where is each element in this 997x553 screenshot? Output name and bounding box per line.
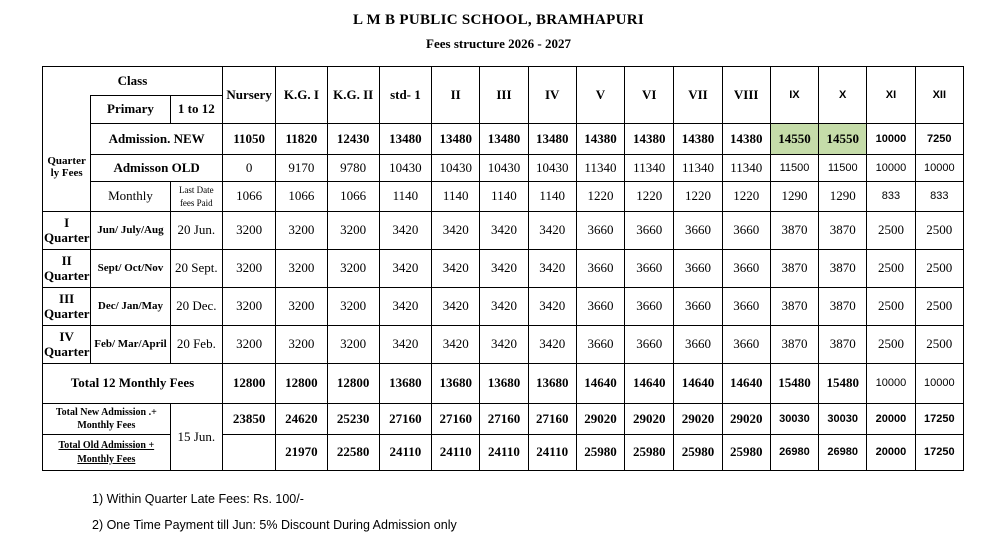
- quarter-fee-cell: 3420: [480, 212, 528, 250]
- monthly-cell: 1220: [674, 182, 722, 212]
- class-header: std- 1: [379, 67, 431, 124]
- admission-new-cell: 13480: [379, 124, 431, 155]
- quarter-fee-cell: 2500: [867, 250, 915, 288]
- quarter-fee-cell: 3200: [327, 288, 379, 326]
- total-new-cell: 27160: [432, 404, 480, 435]
- monthly-cell: 1066: [327, 182, 379, 212]
- admission-new-cell: 14380: [576, 124, 624, 155]
- quarter-fee-cell: 3660: [722, 250, 770, 288]
- quarter-fee-cell: 3660: [722, 288, 770, 326]
- last-date-label: Last Date fees Paid: [170, 182, 222, 212]
- quarter-fee-cell: 3200: [222, 288, 275, 326]
- admission-old-cell: 10000: [867, 155, 915, 182]
- total-new-cell: 30030: [819, 404, 867, 435]
- admission-old-cell: 9170: [276, 155, 327, 182]
- quarter-fee-cell: 3660: [722, 212, 770, 250]
- total-monthly-cell: 10000: [915, 364, 963, 404]
- total-old-cell: 24110: [432, 435, 480, 471]
- total-old-cell: [222, 435, 275, 471]
- monthly-cell: 1290: [819, 182, 867, 212]
- quarter-last-date: 20 Sept.: [170, 250, 222, 288]
- total-monthly-cell: 14640: [576, 364, 624, 404]
- admission-new-cell: 14380: [674, 124, 722, 155]
- quarter-last-date: 20 Feb.: [170, 326, 222, 364]
- quarter-fee-cell: 3420: [528, 250, 576, 288]
- admission-old-label: Admisson OLD: [91, 155, 223, 182]
- class-header: III: [480, 67, 528, 124]
- admission-old-cell: 11340: [576, 155, 624, 182]
- monthly-cell: 1220: [576, 182, 624, 212]
- monthly-cell: 1290: [770, 182, 818, 212]
- monthly-cell: 1140: [379, 182, 431, 212]
- total-old-cell: 25980: [576, 435, 624, 471]
- quarter-fee-cell: 3420: [528, 326, 576, 364]
- admission-new-cell: 7250: [915, 124, 963, 155]
- quarter-fee-cell: 3420: [480, 288, 528, 326]
- total-new-cell: 23850: [222, 404, 275, 435]
- admission-new-row: [43, 124, 964, 155]
- school-title: L M B PUBLIC SCHOOL, BRAMHAPURI: [353, 12, 644, 28]
- admission-old-cell: 9780: [327, 155, 379, 182]
- quarter-fee-cell: 3420: [379, 326, 431, 364]
- quarter-fee-cell: 3660: [576, 288, 624, 326]
- total-old-cell: 17250: [915, 435, 963, 471]
- due-date-cell: 15 Jun.: [170, 404, 222, 471]
- quarter-fee-cell: 3870: [770, 326, 818, 364]
- total-old-cell: 26980: [819, 435, 867, 471]
- total-monthly-label: Total 12 Monthly Fees: [43, 364, 223, 404]
- quarter-fee-cell: 3660: [722, 326, 770, 364]
- quarter-fee-cell: 3870: [770, 212, 818, 250]
- class-header: IV: [528, 67, 576, 124]
- quarter-fee-cell: 3200: [276, 288, 327, 326]
- total-monthly-cell: 13680: [480, 364, 528, 404]
- quarter-fee-cell: 3660: [625, 250, 674, 288]
- total-monthly-cell: 12800: [222, 364, 275, 404]
- admission-old-cell: 11340: [625, 155, 674, 182]
- quarter-last-date: 20 Dec.: [170, 288, 222, 326]
- admission-new-cell: 13480: [432, 124, 480, 155]
- total-old-cell: 25980: [722, 435, 770, 471]
- quarter-fee-cell: 3420: [528, 288, 576, 326]
- total-old-cell: 24110: [480, 435, 528, 471]
- total-monthly-cell: 15480: [819, 364, 867, 404]
- admission-old-cell: 10430: [432, 155, 480, 182]
- admission-old-cell: 11340: [674, 155, 722, 182]
- monthly-cell: 1140: [528, 182, 576, 212]
- total-old-cell: 22580: [327, 435, 379, 471]
- total-monthly-cell: 10000: [867, 364, 915, 404]
- total-new-cell: 29020: [674, 404, 722, 435]
- quarter-fee-cell: 2500: [915, 288, 963, 326]
- note-late-fees: 1) Within Quarter Late Fees: Rs. 100/-: [92, 492, 304, 506]
- quarter-fee-cell: 2500: [915, 326, 963, 364]
- class-header: II: [432, 67, 480, 124]
- quarter-name: II Quarter: [43, 250, 91, 288]
- monthly-cell: 833: [915, 182, 963, 212]
- quarter-name: III Quarter: [43, 288, 91, 326]
- fees-subtitle: Fees structure 2026 - 2027: [426, 36, 571, 51]
- monthly-row: [43, 182, 964, 212]
- quarter-fee-cell: 3200: [276, 212, 327, 250]
- quarter-row: [43, 250, 964, 288]
- admission-new-cell: 10000: [867, 124, 915, 155]
- total-new-cell: 29020: [576, 404, 624, 435]
- admission-new-cell: 14380: [625, 124, 674, 155]
- total-monthly-cell: 14640: [625, 364, 674, 404]
- admission-old-cell: 10430: [480, 155, 528, 182]
- quarter-name: IV Quarter: [43, 326, 91, 364]
- quarter-fee-cell: 2500: [915, 212, 963, 250]
- quarter-fee-cell: 3200: [327, 212, 379, 250]
- admission-new-cell: 14550: [770, 124, 818, 155]
- total-old-cell: 25980: [674, 435, 722, 471]
- quarter-row: [43, 288, 964, 326]
- quarter-fee-cell: 3200: [327, 326, 379, 364]
- monthly-cell: 1140: [480, 182, 528, 212]
- total-monthly-cell: 15480: [770, 364, 818, 404]
- total-old-label: Total Old Admission + Monthly Fees: [43, 435, 171, 471]
- quarter-fee-cell: 3870: [819, 250, 867, 288]
- monthly-cell: 1220: [722, 182, 770, 212]
- total-new-cell: 30030: [770, 404, 818, 435]
- quarter-fee-cell: 3660: [576, 326, 624, 364]
- quarter-fee-cell: 2500: [867, 326, 915, 364]
- total-new-cell: 27160: [379, 404, 431, 435]
- class-header: V: [576, 67, 624, 124]
- total-monthly-cell: 13680: [528, 364, 576, 404]
- quarter-months: Sept/ Oct/Nov: [91, 250, 170, 288]
- admission-old-cell: 10430: [379, 155, 431, 182]
- total-new-row: [43, 404, 964, 435]
- quarter-months: Jun/ July/Aug: [91, 212, 170, 250]
- total-monthly-cell: 14640: [722, 364, 770, 404]
- admission-old-cell: 10430: [528, 155, 576, 182]
- quarter-fee-cell: 3200: [222, 250, 275, 288]
- admission-new-cell: 13480: [480, 124, 528, 155]
- quarter-fee-cell: 3420: [432, 326, 480, 364]
- total-old-cell: 24110: [528, 435, 576, 471]
- quarter-fee-cell: 3870: [770, 250, 818, 288]
- class-header: XII: [915, 67, 963, 124]
- total-new-cell: 20000: [867, 404, 915, 435]
- quarter-fee-cell: 3660: [576, 250, 624, 288]
- quarter-fee-cell: 3200: [222, 212, 275, 250]
- admission-old-row: [43, 155, 964, 182]
- quarter-fee-cell: 3660: [674, 288, 722, 326]
- quarter-row: [43, 326, 964, 364]
- quarter-name: I Quarter: [43, 212, 91, 250]
- monthly-cell: 1066: [276, 182, 327, 212]
- quarter-row: [43, 212, 964, 250]
- class-header-row: [43, 67, 964, 96]
- total-new-cell: 29020: [625, 404, 674, 435]
- total-new-cell: 17250: [915, 404, 963, 435]
- quarter-fee-cell: 3420: [379, 250, 431, 288]
- quarter-fee-cell: 2500: [867, 212, 915, 250]
- class-header: VI: [625, 67, 674, 124]
- admission-new-label: Admission. NEW: [91, 124, 223, 155]
- quarter-fee-cell: 3420: [528, 212, 576, 250]
- total-old-cell: 26980: [770, 435, 818, 471]
- quarter-fee-cell: 3870: [819, 212, 867, 250]
- quarter-fee-cell: 3420: [379, 288, 431, 326]
- class-label: Class: [43, 67, 223, 96]
- quarterly-fees-label: Quarter ly Fees: [43, 124, 91, 212]
- admission-new-cell: 13480: [528, 124, 576, 155]
- class-header: VII: [674, 67, 722, 124]
- admission-new-cell: 12430: [327, 124, 379, 155]
- primary-label: Primary: [91, 96, 170, 124]
- total-old-cell: 25980: [625, 435, 674, 471]
- monthly-label: Monthly: [91, 182, 170, 212]
- quarter-fee-cell: 3870: [770, 288, 818, 326]
- quarter-fee-cell: 3420: [480, 326, 528, 364]
- admission-old-cell: 0: [222, 155, 275, 182]
- quarter-fee-cell: 3870: [819, 288, 867, 326]
- monthly-cell: 1066: [222, 182, 275, 212]
- quarter-fee-cell: 3660: [625, 212, 674, 250]
- total-new-cell: 25230: [327, 404, 379, 435]
- admission-old-cell: 10000: [915, 155, 963, 182]
- quarter-fee-cell: 3870: [819, 326, 867, 364]
- admission-old-cell: 11500: [819, 155, 867, 182]
- monthly-cell: 1140: [432, 182, 480, 212]
- admission-old-cell: 11500: [770, 155, 818, 182]
- total-old-cell: 21970: [276, 435, 327, 471]
- total-new-cell: 27160: [528, 404, 576, 435]
- class-header: Nursery: [222, 67, 275, 124]
- fees-table: [42, 66, 964, 471]
- class-header: X: [819, 67, 867, 124]
- admission-new-cell: 11050: [222, 124, 275, 155]
- quarter-fee-cell: 3660: [674, 326, 722, 364]
- quarter-fee-cell: 3420: [432, 288, 480, 326]
- total-monthly-cell: 13680: [379, 364, 431, 404]
- one-to-12-label: 1 to 12: [170, 96, 222, 124]
- quarter-fee-cell: 3200: [276, 250, 327, 288]
- quarter-months: Dec/ Jan/May: [91, 288, 170, 326]
- total-old-cell: 20000: [867, 435, 915, 471]
- admission-new-cell: 14550: [819, 124, 867, 155]
- class-header: XI: [867, 67, 915, 124]
- class-header: IX: [770, 67, 818, 124]
- quarter-fee-cell: 3200: [222, 326, 275, 364]
- quarter-fee-cell: 3660: [625, 326, 674, 364]
- monthly-cell: 1220: [625, 182, 674, 212]
- total-old-cell: 24110: [379, 435, 431, 471]
- quarter-fee-cell: 3660: [625, 288, 674, 326]
- admission-old-cell: 11340: [722, 155, 770, 182]
- class-header: VIII: [722, 67, 770, 124]
- total-monthly-cell: 13680: [432, 364, 480, 404]
- monthly-cell: 833: [867, 182, 915, 212]
- admission-new-cell: 11820: [276, 124, 327, 155]
- quarter-fee-cell: 3420: [480, 250, 528, 288]
- total-monthly-cell: 12800: [327, 364, 379, 404]
- total-new-cell: 27160: [480, 404, 528, 435]
- total-monthly-row: [43, 364, 964, 404]
- note-discount: 2) One Time Payment till Jun: 5% Discount During Admission only: [92, 518, 457, 532]
- total-new-cell: 24620: [276, 404, 327, 435]
- quarter-fee-cell: 2500: [915, 250, 963, 288]
- total-new-label: Total New Admission .+ Monthly Fees: [43, 404, 171, 435]
- class-header: K.G. II: [327, 67, 379, 124]
- quarter-fee-cell: 3420: [379, 212, 431, 250]
- class-header: K.G. I: [276, 67, 327, 124]
- quarter-fee-cell: 3200: [276, 326, 327, 364]
- admission-new-cell: 14380: [722, 124, 770, 155]
- total-monthly-cell: 12800: [276, 364, 327, 404]
- quarter-months: Feb/ Mar/April: [91, 326, 170, 364]
- quarter-fee-cell: 2500: [867, 288, 915, 326]
- quarter-fee-cell: 3660: [674, 250, 722, 288]
- total-new-cell: 29020: [722, 404, 770, 435]
- quarter-last-date: 20 Jun.: [170, 212, 222, 250]
- quarter-fee-cell: 3420: [432, 212, 480, 250]
- quarter-fee-cell: 3660: [576, 212, 624, 250]
- quarter-fee-cell: 3420: [432, 250, 480, 288]
- quarter-fee-cell: 3200: [327, 250, 379, 288]
- total-monthly-cell: 14640: [674, 364, 722, 404]
- quarter-fee-cell: 3660: [674, 212, 722, 250]
